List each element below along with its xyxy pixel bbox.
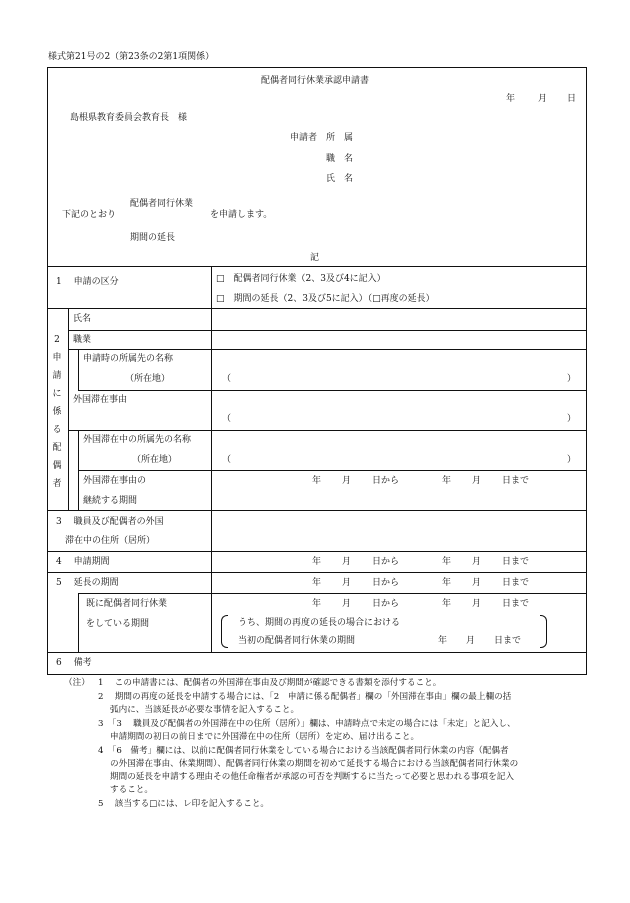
- applicant-position: 職 名: [326, 154, 354, 164]
- note-3: 3 「3 職員及び配偶者の外国滞在中の住所（居所）」欄は、申請時点で未定の場合には「未定」と記入し、: [98, 719, 516, 729]
- row1-option-leave: □ 配偶者同行休業（2、3及び4に記入）: [216, 274, 386, 284]
- note-4: 4 「6 備考」欄には、以前に配偶者同行休業をしている場合における当該配偶者同行休業の内容（配偶者: [98, 746, 509, 756]
- request-option-leave: 配偶者同行休業: [130, 199, 194, 209]
- period-from: 日から: [372, 599, 400, 609]
- abroad-period-label: 外国滞在事由の: [83, 476, 147, 486]
- paren-open: （: [222, 374, 232, 384]
- rule: [68, 330, 587, 331]
- period-to: 日まで: [502, 599, 530, 609]
- note-5: 5 該当する□には、レ印を記入すること。: [98, 799, 270, 809]
- rule: [68, 430, 587, 431]
- paren-close: ）: [567, 374, 577, 384]
- row5-sub-label: 既に配偶者同行休業: [86, 599, 168, 609]
- period-year: 年: [442, 599, 452, 609]
- period-year: 年: [312, 476, 322, 486]
- note-3-cont: 申請期間の初日の前日までに外国滞在中の住所（居所）を定め、届け出ること。: [110, 732, 420, 742]
- period-from: 日から: [372, 557, 400, 567]
- row4-label: 4 申請期間: [56, 557, 110, 567]
- abroad-reason-label: 外国滞在事由: [73, 395, 128, 405]
- date-month: 月: [538, 94, 548, 104]
- paren-close: ）: [567, 414, 577, 424]
- row5-inner-label-2: 当初の配偶者同行休業の期間: [238, 636, 356, 646]
- rule: [47, 551, 587, 552]
- abroad-org-label: 外国滞在中の所属先の名称: [83, 435, 192, 445]
- date-year: 年: [506, 94, 516, 104]
- date-day: 日: [567, 94, 577, 104]
- applicant-label: 申請者: [290, 133, 318, 143]
- row1-option-extension: □ 期間の延長（2、3及び5に記入）（□再度の延長）: [216, 294, 435, 304]
- rule: [47, 510, 587, 511]
- column-divider: [78, 593, 79, 652]
- period-year: 年: [438, 636, 448, 646]
- column-divider: [78, 349, 79, 390]
- period-to: 日まで: [502, 578, 530, 588]
- period-year: 年: [442, 557, 452, 567]
- rule: [78, 390, 587, 391]
- request-prefix: 下記のとおり: [62, 210, 117, 220]
- paren-close: ）: [567, 455, 577, 465]
- row3-label: 3 職員及び配偶者の外国: [56, 517, 164, 527]
- note-2: 2 期間の再度の延長を申請する場合には、「2 申請に係る配偶者」欄の「外国滞在事由」欄の最上欄の括: [98, 692, 512, 702]
- paren-open: （: [222, 455, 232, 465]
- rule: [68, 349, 587, 350]
- rule: [47, 308, 587, 309]
- row5-label: 5 延長の期間: [56, 578, 119, 588]
- note-4-cont-3: すること。: [110, 785, 153, 795]
- spouse-org-address-label: （所在地）: [125, 374, 171, 384]
- column-divider: [211, 266, 212, 652]
- request-suffix: を申請します。: [210, 210, 273, 220]
- period-year: 年: [442, 578, 452, 588]
- period-month: 月: [472, 557, 482, 567]
- rule: [78, 593, 587, 594]
- note-1: 1 この申請書には、配偶者の外国滞在事由及び期間が確認できる書類を添付すること。: [98, 678, 442, 688]
- notes-lead: （注）: [64, 678, 90, 688]
- period-month: 月: [342, 578, 352, 588]
- row5-inner-label: うち、期間の再度の延長の場合における: [238, 618, 401, 628]
- ki-marker: 記: [310, 253, 320, 263]
- bracket-close: [540, 615, 547, 648]
- column-divider: [78, 430, 79, 510]
- rule: [47, 652, 587, 653]
- applicant-affiliation: 所 属: [326, 133, 354, 143]
- paren-open: （: [222, 414, 232, 424]
- spouse-org-label: 申請時の所属先の名称: [83, 354, 174, 364]
- note-4-cont-2: 期間の延長を申請する理由その他任命権者が承認の可否を判断するに当たって必要と思われる事項を記入: [110, 772, 514, 782]
- row1-label: 1 申請の区分: [56, 277, 119, 287]
- rule: [47, 572, 587, 573]
- period-to: 日まで: [494, 636, 522, 646]
- period-to: 日まで: [502, 557, 530, 567]
- form-title: 配偶者同行休業承認申請書: [260, 76, 369, 86]
- abroad-org-address-label: （所在地）: [132, 455, 178, 465]
- row5-sub-label-2: をしている期間: [86, 619, 150, 629]
- spouse-job-label: 職業: [73, 335, 92, 345]
- period-year: 年: [312, 578, 322, 588]
- period-month: 月: [472, 578, 482, 588]
- row2-vertical-label: 2申請に係る配偶者: [52, 335, 62, 489]
- period-month: 月: [472, 599, 482, 609]
- note-2-cont: 弧内に、当該延長が必要な事情を記入すること。: [110, 705, 300, 715]
- spouse-name-label: 氏名: [73, 314, 92, 324]
- row6-label: 6 備考: [56, 658, 92, 668]
- period-month: 月: [472, 476, 482, 486]
- request-option-extension: 期間の延長: [130, 233, 176, 243]
- note-4-cont: の外国滞在事由、休業期間）、配偶者同行休業の期間を初めて延長する場合における当該配偶者同行休業の: [110, 759, 519, 769]
- abroad-period-label-2: 継続する期間: [83, 496, 138, 506]
- period-from: 日から: [372, 476, 400, 486]
- rule: [47, 266, 587, 267]
- period-year: 年: [312, 557, 322, 567]
- rule: [78, 470, 587, 471]
- period-month: 月: [342, 599, 352, 609]
- form-number: 様式第21号の2（第23条の2第1項関係）: [48, 52, 215, 62]
- period-to: 日まで: [502, 476, 530, 486]
- period-year: 年: [312, 599, 322, 609]
- applicant-name: 氏 名: [326, 174, 354, 184]
- period-month: 月: [342, 557, 352, 567]
- period-month: 月: [466, 636, 476, 646]
- period-month: 月: [342, 476, 352, 486]
- addressee: 島根県教育委員会教育長 様: [70, 113, 188, 123]
- column-divider: [68, 308, 69, 510]
- period-from: 日から: [372, 578, 400, 588]
- bracket-open: [221, 615, 228, 648]
- period-year: 年: [442, 476, 452, 486]
- row3-label-2: 滞在中の住所（居所）: [65, 536, 156, 546]
